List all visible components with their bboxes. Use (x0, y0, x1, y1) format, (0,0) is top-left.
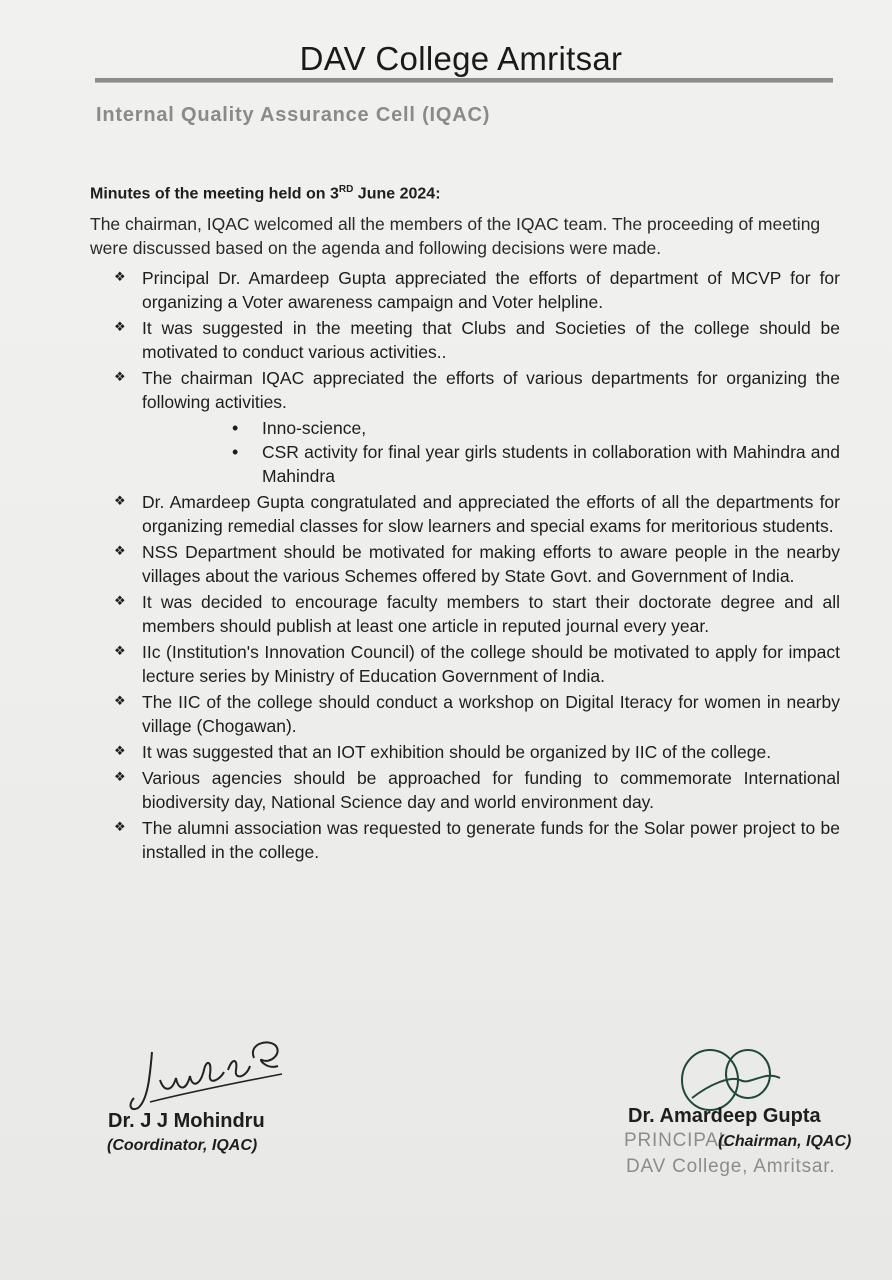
minutes-body (90, 178, 840, 866)
decision-item: ❖ It was decided to encourage faculty members to start their doctorate degree and all members should publish at least one article in reputed journal every year. (112, 590, 840, 638)
minutes-intro: The chairman, IQAC welcomed all the members of the IQAC team. The proceeding of meeting were discussed based on the agenda and following decisions were made. (90, 214, 821, 259)
decision-item: ❖ It was suggested in the meeting that Clubs and Societies of the college should be motivated to conduct various activities.. (112, 316, 840, 364)
activity-item: • CSR activity for final year girls students in collaboration with Mahindra and Mahindra (232, 440, 840, 488)
activity-list (142, 416, 840, 488)
decision-item: ❖ The IIC of the college should conduct a workshop on Digital Iteracy for women in nearby village (Chogawan). (112, 690, 840, 738)
decision-item (112, 366, 840, 488)
decision-item: ❖ Dr. Amardeep Gupta congratulated and appreciated the efforts of all the departments for organizing remedial classes for slow learners and special exams for meritorious students. (112, 490, 840, 538)
iqac-subtitle: Internal Quality Assurance Cell (IQAC) (96, 104, 491, 126)
coordinator-role: (Coordinator, IQAC) (107, 1137, 258, 1154)
decision-item: ❖ The alumni association was requested to generate funds for the Solar power project to be installed in the college. (112, 816, 840, 864)
minutes-heading: Minutes of the meeting held on 3RD June 2024: (90, 184, 441, 203)
coordinator-signature (120, 1030, 300, 1120)
decision-item: ❖ IIc (Institution's Innovation Council) of the college should be motivated to apply for impact lecture series by Ministry of Education Government of India. (112, 640, 840, 688)
principal-role: (Chairman, IQAC) (718, 1133, 852, 1150)
coordinator-name: Dr. J J Mohindru (108, 1110, 265, 1132)
decision-item: ❖ It was suggested that an IOT exhibition should be organized by IIC of the college. (112, 740, 840, 764)
decision-list (90, 266, 840, 864)
principal-name: Dr. Amardeep Gupta (628, 1105, 821, 1127)
decision-item: ❖ NSS Department should be motivated for making efforts to aware people in the nearby villages about the various Schemes offered by State Govt. and Government of India. (112, 540, 840, 588)
decision-text: The chairman IQAC appreciated the efforts of various departments for organizing the following activities. (142, 368, 840, 413)
title-rule (95, 78, 833, 83)
decision-item: ❖ Principal Dr. Amardeep Gupta appreciated the efforts of department of MCVP for for organizing a Voter awareness campaign and Voter helpline. (112, 266, 840, 314)
decision-item: ❖ Various agencies should be approached for funding to commemorate International biodiversity day, National Science day and world environment day. (112, 766, 840, 814)
principal-stamp-title: PRINCIPAL (624, 1130, 731, 1151)
principal-stamp-college: DAV College, Amritsar. (626, 1156, 836, 1177)
college-title: DAV College Amritsar (299, 40, 623, 77)
activity-item: • Inno-science, (232, 416, 840, 440)
